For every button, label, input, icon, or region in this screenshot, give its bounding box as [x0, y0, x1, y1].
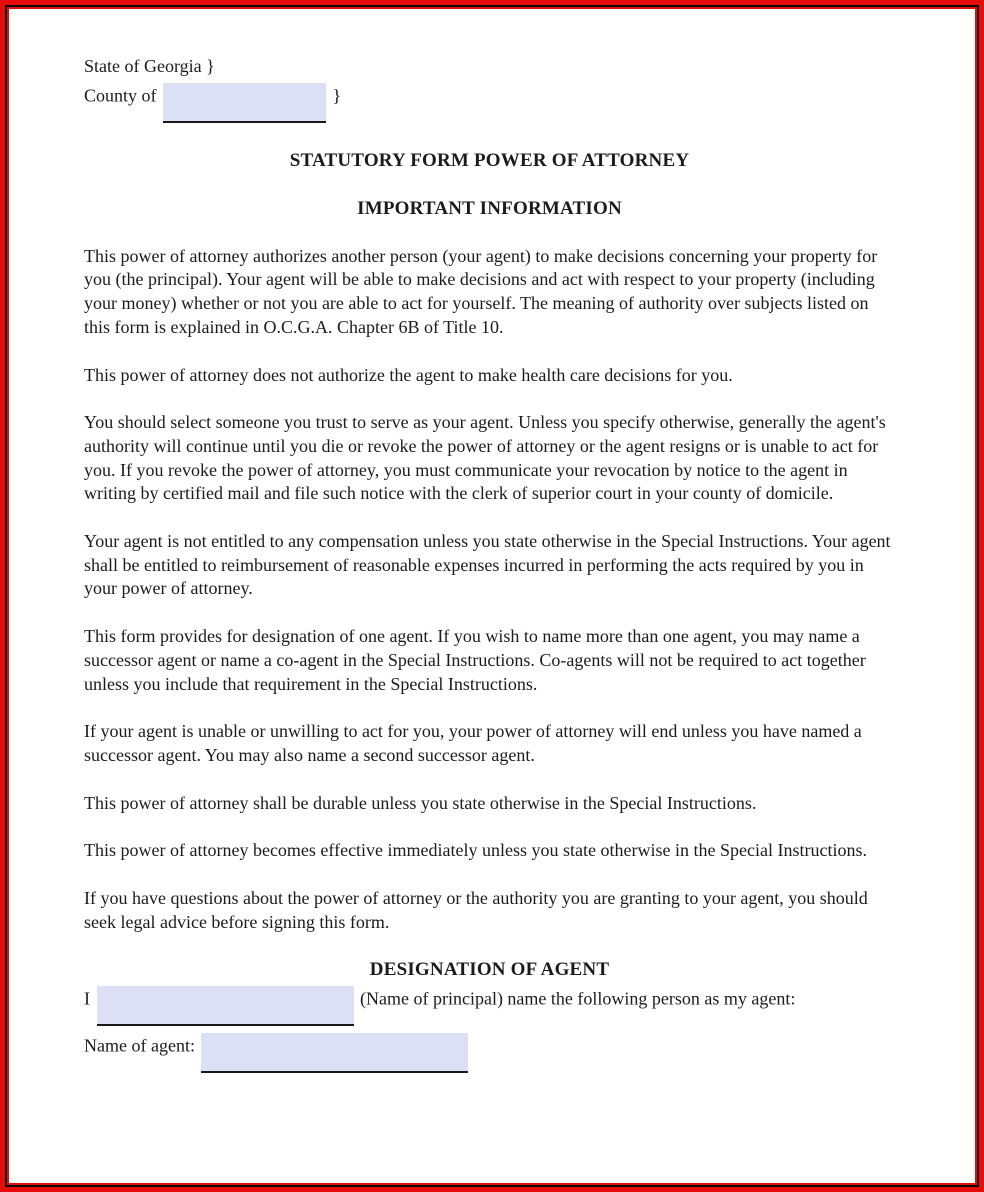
- paragraph-durable: This power of attorney shall be durable unless you state otherwise in the Special Instructions.: [84, 792, 757, 813]
- paragraph-select-agent: You should select someone you trust to serve as your agent. Unless you specify otherwise, generally the agent's authority will continue until you die or revoke the power of attorney or the agent resigns or is unable to act for you. If you revoke the power of attorney, you must communicate your revocation by notice to the agent in writing by certified mail and file such notice with the clerk of superior court in your county of domicile.: [84, 412, 886, 504]
- paragraph-authorizes: This power of attorney authorizes another person (your agent) to make decisions concerning your property for you (the principal). Your agent will be able to make decisions and act with respect to your property (including your money) whether or not you are able to act for yourself. The meaning of authority over subjects listed on this form is explained in O.C.G.A. Chapter 6B of Title 10.: [84, 245, 878, 337]
- agent-name-label: Name of agent:: [84, 1035, 195, 1056]
- paragraph-legal-advice: If you have questions about the power of attorney or the authority you are granting to your agent, you should seek legal advice before signing this form.: [84, 888, 868, 932]
- principal-line: [84, 986, 895, 1026]
- paragraph-no-health-care: This power of attorney does not authorize the agent to make health care decisions for you.: [84, 364, 733, 385]
- agent-line: [84, 1033, 895, 1073]
- paragraph-compensation: Your agent is not entitled to any compensation unless you state otherwise in the Special Instructions. Your agent shall be entitled to reimbursement of reasonable expenses incurred in performing the acts required by you in your power of attorney.: [84, 531, 891, 599]
- county-label: County of: [84, 85, 157, 106]
- county-brace: }: [332, 85, 342, 106]
- paragraph-effective-immediately: This power of attorney becomes effective immediately unless you state otherwise in the Special Instructions.: [84, 840, 867, 861]
- principal-suffix: (Name of principal) name the following person as my agent:: [360, 988, 796, 1009]
- form-subtitle: IMPORTANT INFORMATION: [357, 197, 622, 219]
- paragraph-one-agent: This form provides for designation of one agent. If you wish to name more than one agent, you may name a successor agent or name a co-agent in the Special Instructions. Co-agents will not be required to act together unless you include that requirement in the Special Instructions.: [84, 626, 866, 694]
- agent-name-input[interactable]: [201, 1033, 468, 1073]
- inner-red-border-line: [7, 7, 977, 1185]
- designation-of-agent-heading: DESIGNATION OF AGENT: [369, 959, 610, 981]
- county-input[interactable]: [163, 83, 326, 123]
- paragraph-successor-agent: If your agent is unable or unwilling to act for you, your power of attorney will end unless you have named a successor agent. You may also name a second successor agent.: [84, 721, 862, 765]
- state-line: State of Georgia }: [84, 56, 215, 76]
- black-border-line: [5, 5, 979, 1187]
- principal-prefix: I: [84, 988, 90, 1009]
- form-title: STATUTORY FORM POWER OF ATTORNEY: [289, 149, 690, 171]
- principal-name-input[interactable]: [97, 986, 354, 1026]
- county-line: [84, 83, 895, 123]
- document-content: [9, 9, 975, 1183]
